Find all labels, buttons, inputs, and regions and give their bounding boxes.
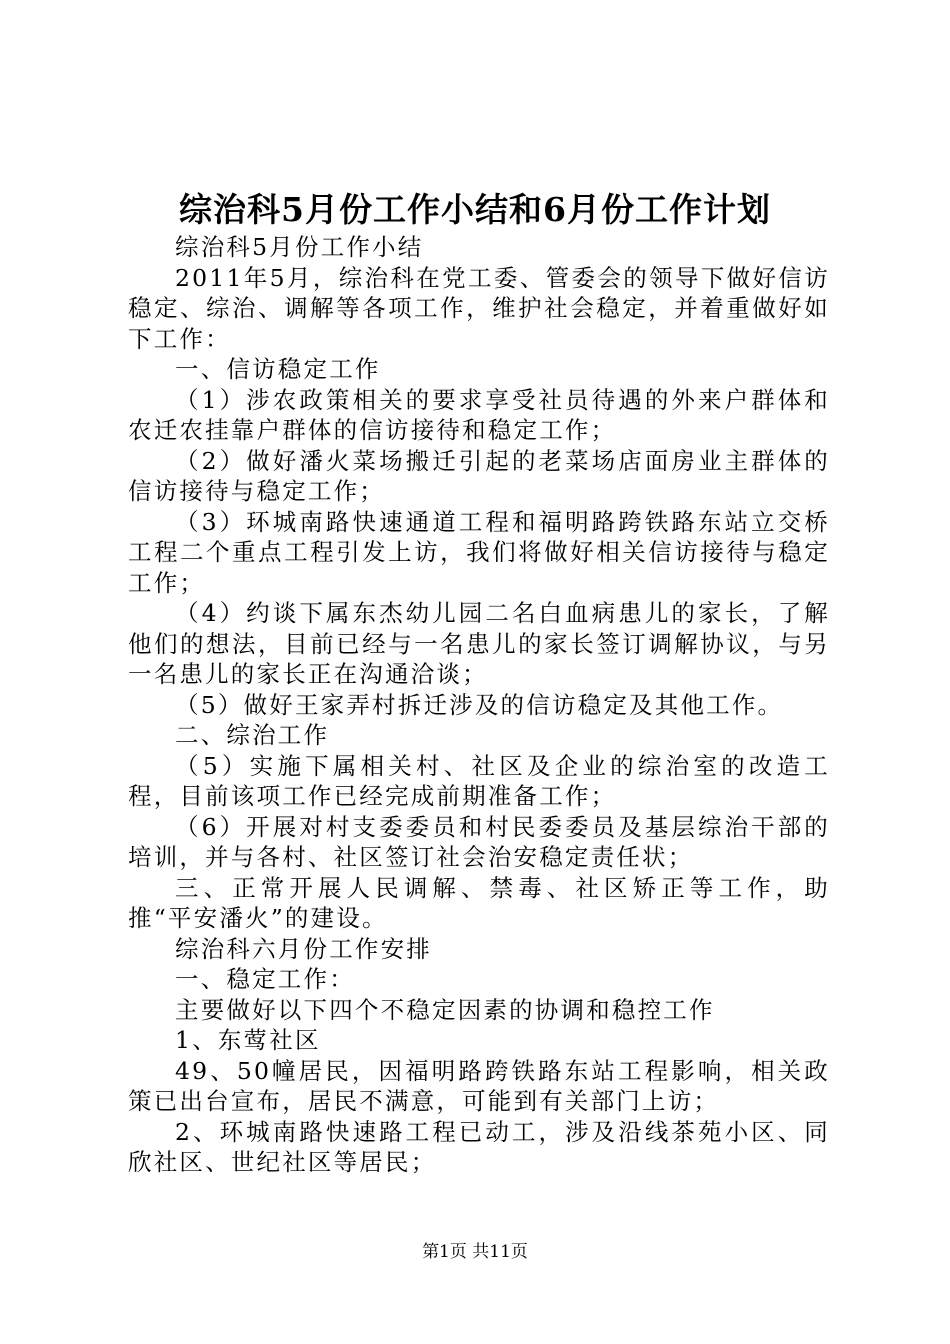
list-item: （2）做好潘火菜场搬迁引起的老菜场店面房业主群体的信访接待与稳定工作；	[128, 446, 830, 505]
list-item: （4）约谈下属东杰幼儿园二名白血病患儿的家长，了解他们的想法，目前已经与一名患儿的家长签订调解协议，与另一名患儿的家长正在沟通洽谈；	[128, 599, 830, 688]
section-heading: 一、信访稳定工作	[175, 355, 381, 383]
document-body	[128, 232, 830, 1178]
page-number-footer: 第1页 共11页	[422, 1242, 528, 1262]
document-title: 综治科5月份工作小结和6月份工作计划	[179, 190, 771, 229]
section-heading: 三、正常开展人民调解、禁毒、社区矫正等工作，助推“平安潘火”的建设。	[128, 873, 830, 932]
list-item: 1、东莺社区	[175, 1026, 321, 1054]
subheading: 综治科5月份工作小结	[175, 233, 424, 261]
list-item: （6）开展对村支委委员和村民委委员及基层综治干部的培训，并与各村、社区签订社会治安稳定责任状；	[128, 812, 830, 871]
section-heading: 二、综治工作	[175, 721, 330, 749]
list-item: （5）做好王家弄村拆迁涉及的信访稳定及其他工作。	[175, 690, 784, 719]
list-item: （5）实施下属相关村、社区及企业的综治室的改造工程，目前该项工作已经完成前期准备工作；	[128, 751, 830, 810]
paragraph: 49、50幢居民，因福明路跨铁路东站工程影响，相关政策已出台宣布，居民不满意，可能到有关部门上访；	[128, 1056, 830, 1115]
section-heading: 一、稳定工作：	[175, 965, 355, 993]
list-item: （1）涉农政策相关的要求享受社员待遇的外来户群体和农迁农挂靠户群体的信访接待和稳定工作；	[128, 385, 830, 444]
list-item: 2、环城南路快速路工程已动工，涉及沿线茶苑小区、同欣社区、世纪社区等居民；	[128, 1117, 830, 1176]
list-item: （3）环城南路快速通道工程和福明路跨铁路东站立交桥工程二个重点工程引发上访，我们将做好相关信访接待与稳定工作；	[128, 507, 830, 597]
subheading: 综治科六月份工作安排	[175, 934, 432, 963]
paragraph: 2011年5月，综治科在党工委、管委会的领导下做好信访稳定、综治、调解等各项工作，维护社会稳定，并着重做好如下工作：	[128, 263, 830, 353]
paragraph: 主要做好以下四个不稳定因素的协调和稳控工作	[175, 995, 715, 1024]
